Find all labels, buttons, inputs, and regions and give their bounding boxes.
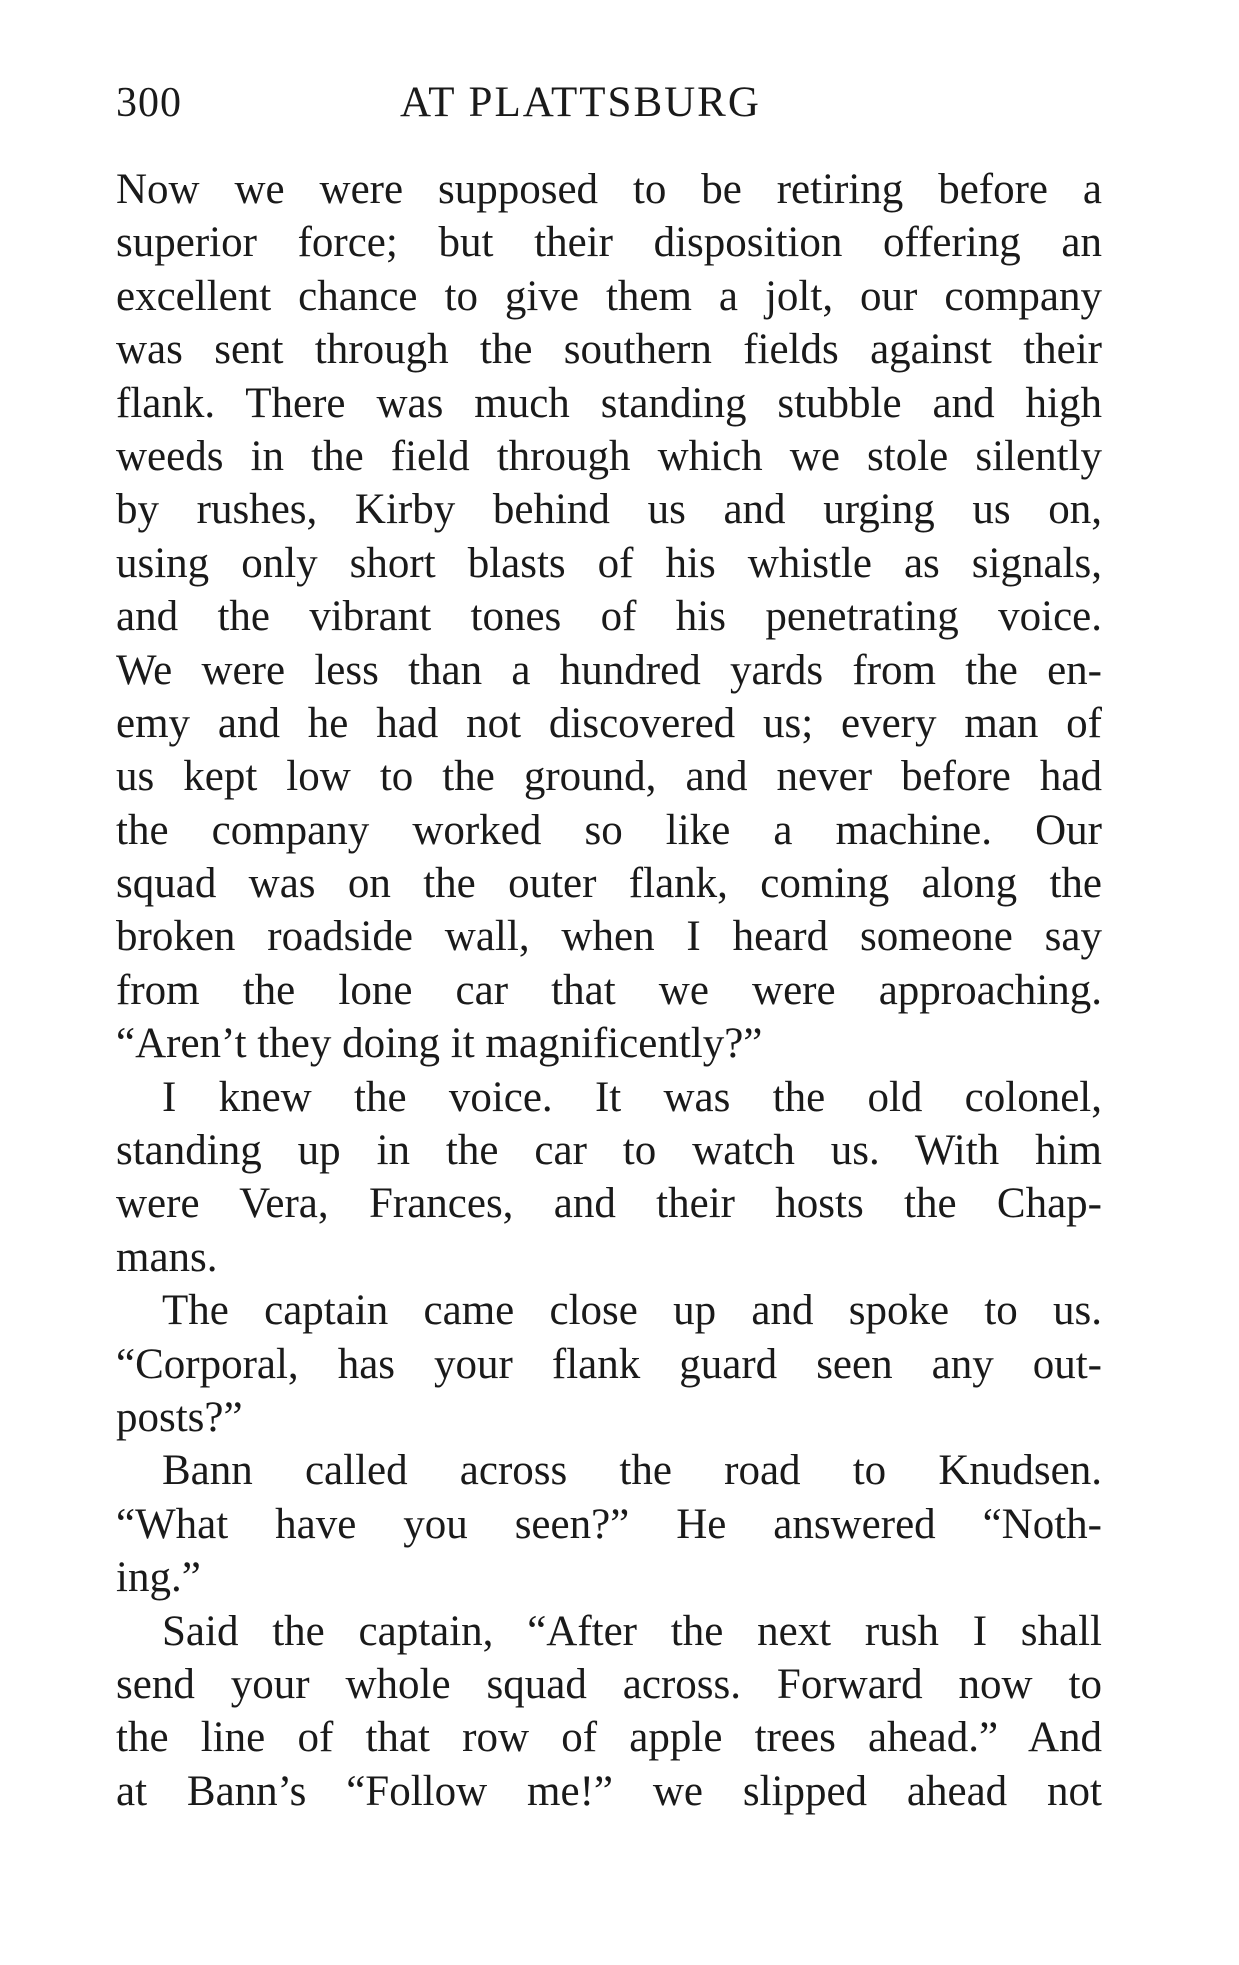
- text-line: The captain came close up and spoke to us.: [162, 1287, 1102, 1335]
- text-line: from the lone car that we were approaching.: [116, 966, 1102, 1014]
- text-line: Bann called across the road to Knudsen.: [162, 1447, 1102, 1495]
- text-line: using only short blasts of his whistle as signals,: [116, 539, 1102, 587]
- text-line: Now we were supposed to be retiring before a: [116, 166, 1102, 213]
- text-line: “Aren’t they doing it magnificently?”: [116, 1020, 763, 1068]
- text-line: posts?”: [116, 1393, 243, 1441]
- text-line: superior force; but their disposition offering an: [116, 219, 1102, 267]
- text-line: ing.”: [116, 1554, 201, 1602]
- text-line: I knew the voice. It was the old colonel,: [162, 1073, 1102, 1121]
- text-line: the line of that row of apple trees ahead.” And: [116, 1714, 1102, 1762]
- text-line: and the vibrant tones of his penetrating voice.: [116, 593, 1102, 641]
- text-line: weeds in the field through which we stole silently: [116, 432, 1102, 480]
- text-line: “What have you seen?” He answered “Noth-: [116, 1500, 1102, 1548]
- text-line: “Corporal, has your flank guard seen any out-: [116, 1340, 1102, 1388]
- text-line: us kept low to the ground, and never before had: [116, 753, 1102, 801]
- text-line: mans.: [116, 1233, 218, 1281]
- text-line: was sent through the southern fields against their: [116, 326, 1102, 374]
- text-line: standing up in the car to watch us. With him: [116, 1127, 1102, 1175]
- text-line: were Vera, Frances, and their hosts the Chap-: [116, 1180, 1102, 1228]
- text-line: We were less than a hundred yards from the en-: [116, 646, 1102, 694]
- page-number: 300: [116, 80, 182, 126]
- text-line: broken roadside wall, when I heard someone say: [116, 913, 1102, 961]
- text-line: by rushes, Kirby behind us and urging us on,: [116, 486, 1102, 534]
- running-head: AT PLATTSBURG: [400, 79, 761, 126]
- text-line: emy and he had not discovered us; every man of: [116, 699, 1102, 747]
- text-line: Said the captain, “After the next rush I shall: [162, 1607, 1102, 1655]
- body-text: [116, 163, 1102, 1818]
- text-line: squad was on the outer flank, coming along the: [116, 860, 1102, 908]
- text-line: send your whole squad across. Forward now to: [116, 1660, 1102, 1708]
- text-line: flank. There was much standing stubble and high: [116, 379, 1102, 427]
- text-line: excellent chance to give them a jolt, our company: [116, 272, 1102, 320]
- text-line: at Bann’s “Follow me!” we slipped ahead not: [116, 1767, 1102, 1815]
- text-line: the company worked so like a machine. Our: [116, 806, 1102, 854]
